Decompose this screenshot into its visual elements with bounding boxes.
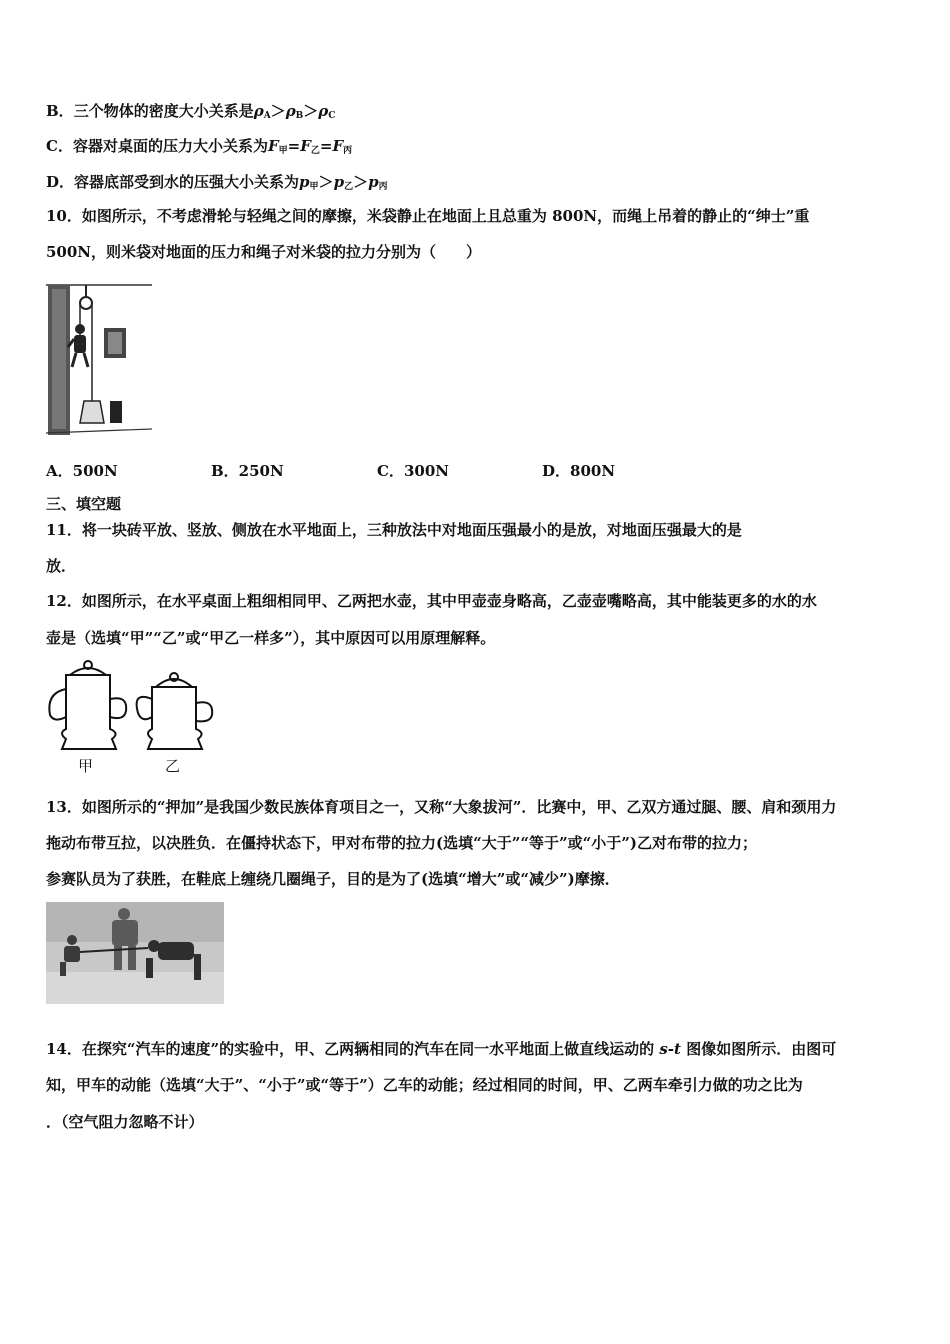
kettle-jia	[49, 661, 126, 749]
q10-option-d: D．800N	[542, 462, 616, 480]
q10-option-c: C．300N	[377, 462, 449, 480]
q14-line3: ．（空气阻力忽略不计）	[46, 1113, 204, 1131]
q10-text-line2: 500N，则米袋对地面的压力和绳子对米袋的拉力分别为（ ）	[46, 243, 482, 261]
q14-line1: 14．在探究“汽车的速度”的实验中，甲、乙两辆相同的汽车在同一水平地面上做直线运动的 s-t 图像如图所示．由图可	[46, 1040, 837, 1058]
q12-line1: 12．如图所示，在水平桌面上粗细相同甲、乙两把水壶，其中甲壶壶身略高，乙壶壶嘴略高，其中能装更多的水的水	[46, 592, 817, 610]
option-b-line: B．三个物体的密度大小关系是$\rho_A>\rho_B>\rho_C$	[46, 102, 336, 121]
q10-option-a: A．500N	[46, 462, 118, 480]
kettle-label-yi: 乙	[165, 757, 181, 775]
q10-option-b: B．250N	[211, 462, 284, 480]
kettle-yi	[137, 673, 213, 749]
q13-line1: 13．如图所示的“押加”是我国少数民族体育项目之一，又称“大象拔河”．比赛中，甲、乙双方通过腿、腰、肩和颈用力	[46, 798, 837, 816]
kettles-figure	[46, 659, 216, 777]
option-d-line: D．容器底部受到水的压强大小关系为$p_甲>p_乙>p_丙$	[46, 173, 388, 192]
rice-bag	[80, 401, 104, 423]
tug-of-war-photo	[46, 902, 224, 1004]
q14-line2: 知，甲车的动能（选填“大于”、“小于”或“等于”）乙车的动能；经过相同的时间，甲、乙两车牵引力做的功之比为	[46, 1076, 803, 1094]
section-heading: 三、填空题	[46, 495, 122, 513]
q10-text-line1: 10．如图所示，不考虑滑轮与轻绳之间的摩擦，米袋静止在地面上且总重为 800N，而绳上吊着的静止的“绅士”重	[46, 207, 810, 225]
q13-line3: 参赛队员为了获胜，在鞋底上缠绕几圈绳子，目的是为了(选填“增大”或“减少”)摩擦．	[46, 870, 620, 888]
q13-line2: 拖动布带互拉，以决胜负．在僵持状态下，甲对布带的拉力(选填“大于”“等于”或“小于”)乙对布带的拉力；	[46, 834, 757, 852]
option-c-line: C．容器对桌面的压力大小关系为$F_甲=F_乙=F_丙$	[46, 137, 353, 156]
kettle-label-jia: 甲	[78, 757, 94, 775]
q11-line2: 放．	[46, 557, 77, 575]
box	[110, 401, 122, 423]
pulley-figure	[46, 283, 156, 440]
q11-line1: 11．将一块砖平放、竖放、侧放在水平地面上，三种放法中对地面压强最小的是放，对地面压强最大的是	[46, 521, 742, 539]
q12-line2: 壶是（选填“甲”“乙”或“甲乙一样多”），其中原因可以用原理解释。	[46, 629, 496, 647]
